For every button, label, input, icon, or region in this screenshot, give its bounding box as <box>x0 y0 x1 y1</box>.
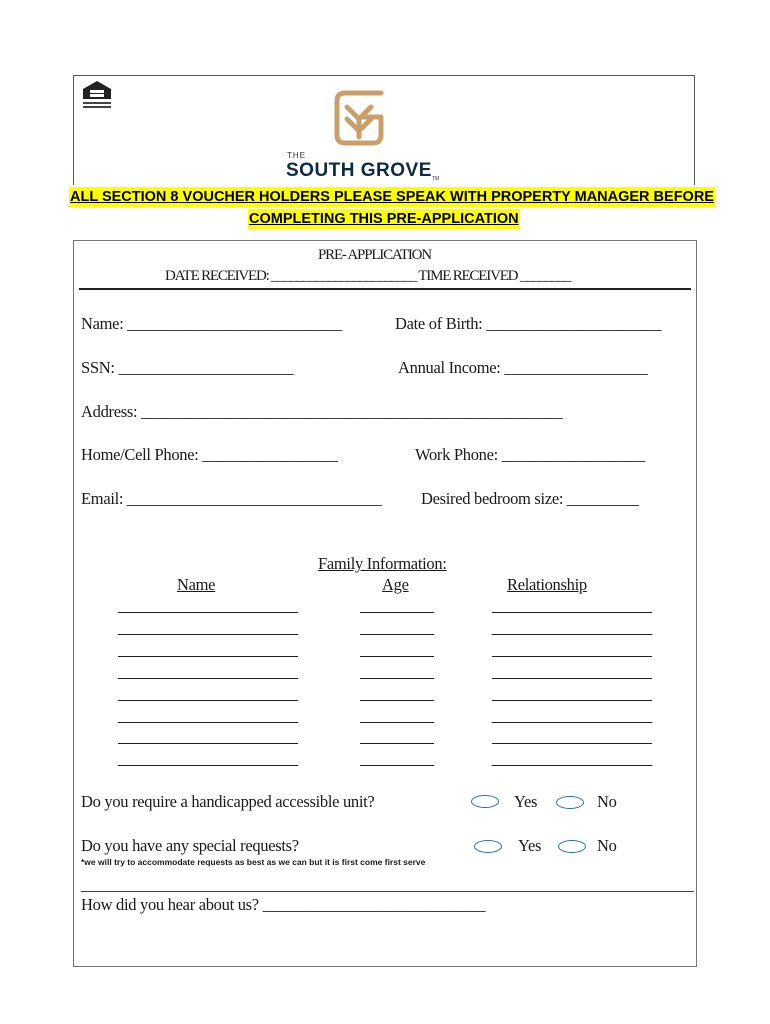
south-grove-logo-icon <box>331 85 387 151</box>
family-age-line[interactable] <box>360 700 434 701</box>
family-age-line[interactable] <box>360 765 434 766</box>
family-relationship-line[interactable] <box>492 656 652 657</box>
work-phone-field[interactable]: Work Phone: __________________ <box>415 445 645 464</box>
family-age-line[interactable] <box>360 656 434 657</box>
equal-housing-icon <box>80 78 114 112</box>
name-field[interactable]: Name: ___________________________ <box>81 314 342 333</box>
family-name-line[interactable] <box>118 612 298 613</box>
address-field[interactable]: Address: _____________________________________________________ <box>81 402 563 421</box>
special-yes-label: Yes <box>518 836 542 855</box>
title-divider <box>79 288 691 290</box>
logo-tm-text: TM <box>432 176 440 182</box>
handicap-question: Do you require a handicapped accessible unit? <box>81 792 375 811</box>
handicap-no-radio[interactable] <box>556 796 584 809</box>
separator-line: _______________________________________________________________________________ <box>81 875 694 894</box>
handicap-yes-radio[interactable] <box>471 795 499 808</box>
how-did-you-hear-field[interactable]: How did you hear about us? ____________________________ <box>81 895 486 914</box>
family-name-line[interactable] <box>118 656 298 657</box>
family-name-line[interactable] <box>118 700 298 701</box>
family-col-relationship: Relationship <box>507 575 587 594</box>
banner-line-2: COMPLETING THIS PRE-APPLICATION <box>249 211 519 227</box>
family-info-title: Family Information: <box>318 554 447 573</box>
family-age-line[interactable] <box>360 612 434 613</box>
family-name-line[interactable] <box>118 765 298 766</box>
family-name-line[interactable] <box>118 634 298 635</box>
date-of-birth-field[interactable]: Date of Birth: ______________________ <box>395 314 662 333</box>
special-requests-question: Do you have any special requests? <box>81 836 299 855</box>
logo-the-text: THE <box>287 151 306 160</box>
family-relationship-line[interactable] <box>492 634 652 635</box>
ssn-field[interactable]: SSN: ______________________ <box>81 358 294 377</box>
family-relationship-line[interactable] <box>492 743 652 744</box>
special-requests-note: *we will try to accommodate requests as best as we can but it is first come first serve <box>81 857 426 867</box>
family-relationship-line[interactable] <box>492 765 652 766</box>
special-no-label: No <box>597 836 617 855</box>
family-name-line[interactable] <box>118 678 298 679</box>
email-field[interactable]: Email: ________________________________ <box>81 489 382 508</box>
desired-bedroom-size-field[interactable]: Desired bedroom size: _________ <box>421 489 639 508</box>
family-relationship-line[interactable] <box>492 612 652 613</box>
family-age-line[interactable] <box>360 722 434 723</box>
family-name-line[interactable] <box>118 722 298 723</box>
family-age-line[interactable] <box>360 743 434 744</box>
annual-income-field[interactable]: Annual Income: __________________ <box>398 358 648 377</box>
handicap-no-label: No <box>597 792 617 811</box>
family-relationship-line[interactable] <box>492 700 652 701</box>
special-yes-radio[interactable] <box>474 840 502 853</box>
family-age-line[interactable] <box>360 678 434 679</box>
family-relationship-line[interactable] <box>492 722 652 723</box>
family-age-line[interactable] <box>360 634 434 635</box>
handicap-yes-label: Yes <box>514 792 538 811</box>
date-time-received-field[interactable]: DATE RECEIVED: _______________________ TIME RECEIVED ________ <box>165 268 571 284</box>
form-title: PRE- APPLICATION <box>318 247 431 263</box>
logo-name-text: SOUTH GROVE <box>286 160 432 181</box>
special-no-radio[interactable] <box>558 840 586 853</box>
family-name-line[interactable] <box>118 743 298 744</box>
family-col-age: Age <box>382 575 409 594</box>
banner-line-1: ALL SECTION 8 VOUCHER HOLDERS PLEASE SPEAK WITH PROPERTY MANAGER BEFORE <box>70 189 714 205</box>
family-col-name: Name <box>177 575 216 594</box>
home-cell-phone-field[interactable]: Home/Cell Phone: _________________ <box>81 445 338 464</box>
family-relationship-line[interactable] <box>492 678 652 679</box>
